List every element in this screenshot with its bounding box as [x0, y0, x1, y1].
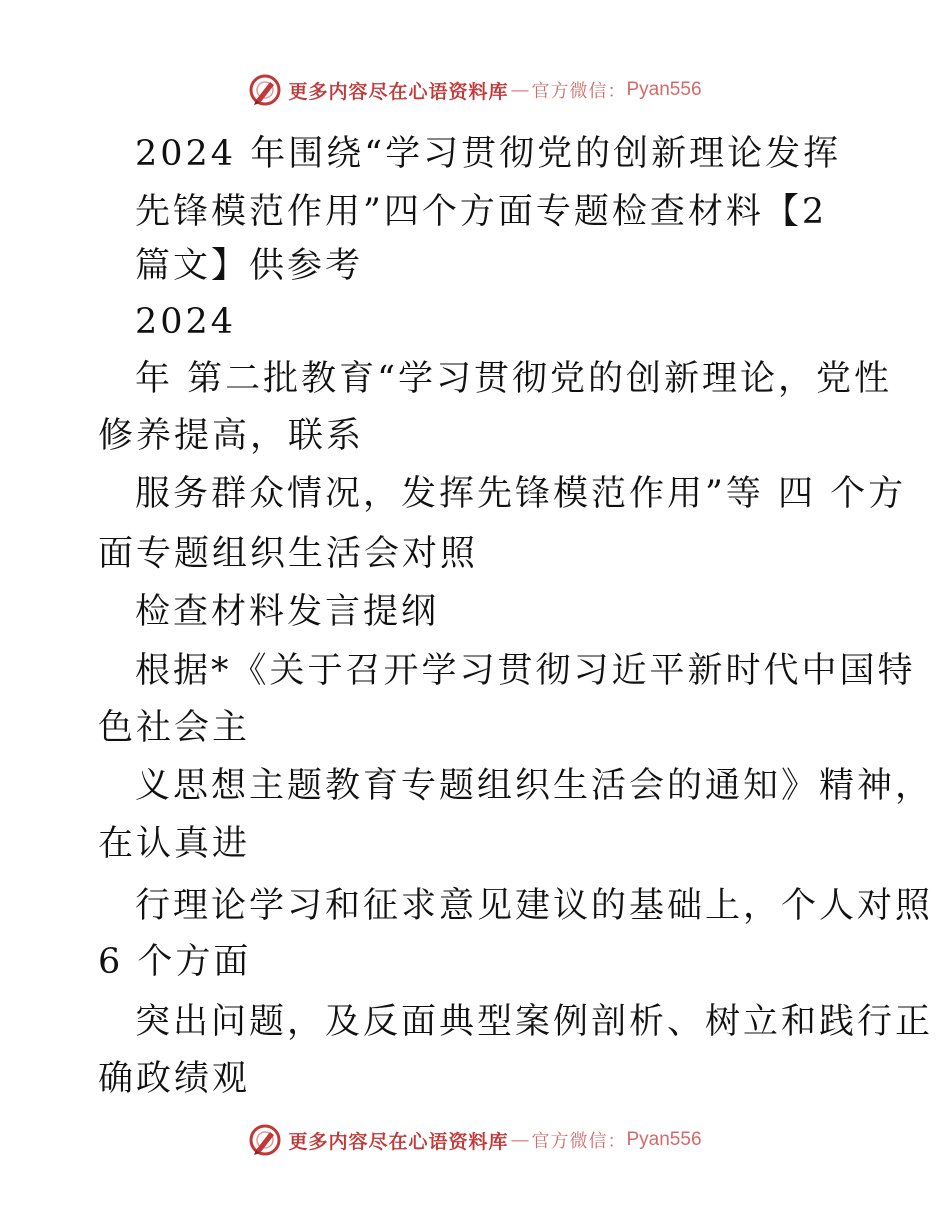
banner-official-label: 官方微信：: [531, 1131, 627, 1152]
text-line: 检查材料发言提纲: [135, 592, 440, 632]
pen-logo-icon: [248, 73, 282, 107]
banner-separator: —: [510, 79, 530, 101]
text-line: 在认真进: [98, 824, 251, 864]
banner-separator: —: [510, 1129, 530, 1151]
banner-main-text: 更多内容尽在心语资料库: [288, 80, 509, 103]
header-watermark-banner: [0, 68, 950, 112]
banner-official-label: 官方微信：: [531, 81, 627, 102]
banner-main-text: 更多内容尽在心语资料库: [288, 1130, 509, 1153]
text-line: 面专题组织生活会对照: [98, 534, 479, 574]
banner-wechat-id: Pyan556: [626, 79, 702, 100]
text-line: 修养提高，联系: [98, 416, 365, 456]
pen-logo-icon: [248, 1123, 282, 1157]
text-line: 2024: [135, 302, 237, 342]
text-line: 服务群众情况，发挥先锋模范作用”等 四 个方: [135, 474, 907, 514]
footer-watermark-banner: [0, 1118, 950, 1162]
title-line-1: 2024 年围绕“学习贯彻党的创新理论发挥: [135, 134, 842, 174]
banner-wechat-id: Pyan556: [626, 1129, 702, 1150]
text-line: 突出问题，及反面典型案例剖析、树立和践行正: [135, 1002, 934, 1042]
title-line-2: 先锋模范作用”四个方面专题检查材料【2: [135, 192, 828, 232]
text-line: 确政绩观: [98, 1059, 251, 1099]
text-line: 年 第二批教育“学习贯彻党的创新理论，党性: [135, 359, 893, 399]
text-line: 行理论学习和征求意见建议的基础上，个人对照: [135, 886, 934, 926]
text-line: 义思想主题教育专题组织生活会的通知》精神，: [135, 766, 934, 806]
text-line: 6 个方面: [98, 942, 252, 982]
title-line-3: 篇文】供参考: [135, 246, 364, 286]
text-line: 色社会主: [98, 708, 251, 748]
text-line: 根据*《关于召开学习贯彻习近平新时代中国特: [135, 651, 916, 691]
